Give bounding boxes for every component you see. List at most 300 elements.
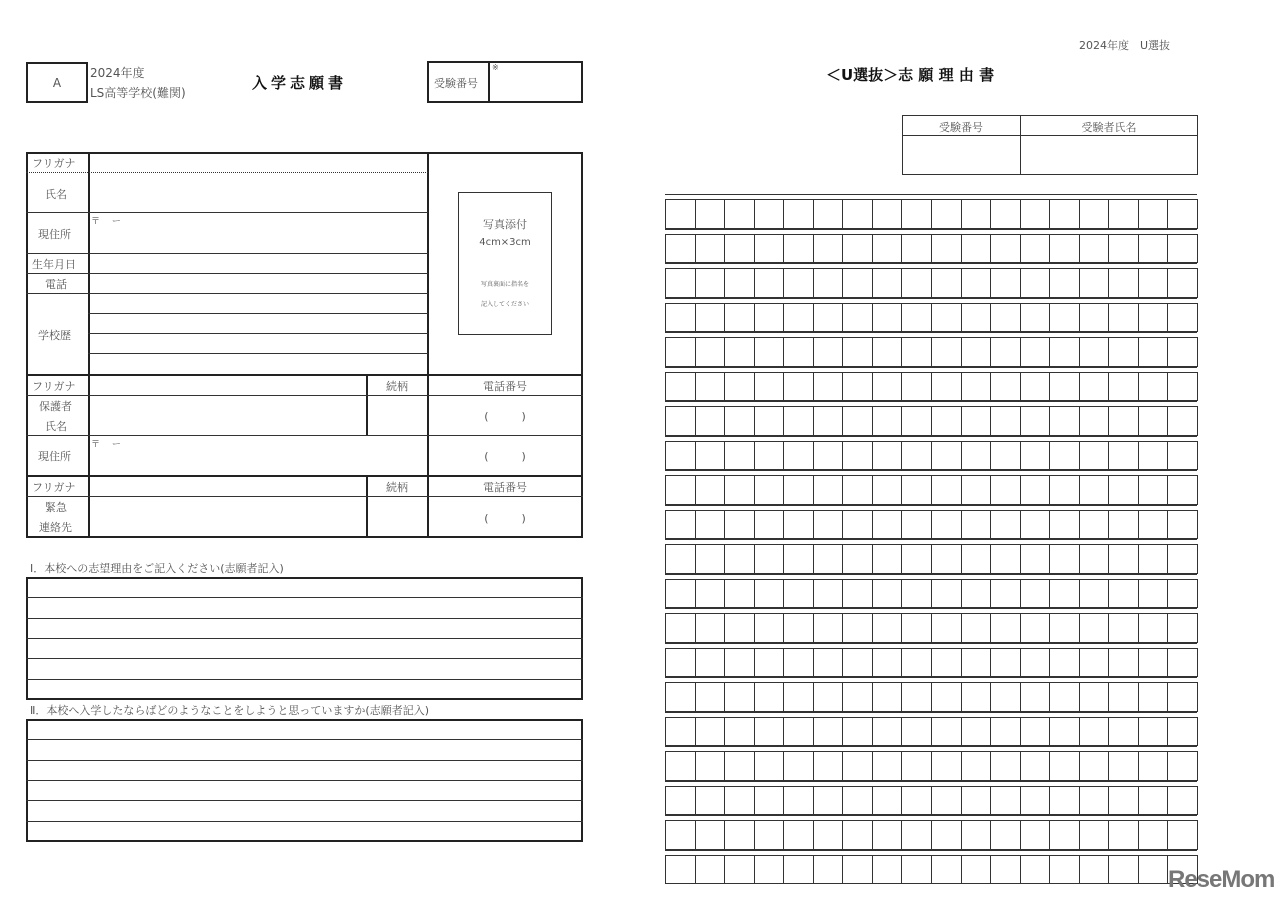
grid-cell[interactable] bbox=[1020, 372, 1051, 402]
grid-cell[interactable] bbox=[1079, 199, 1110, 229]
grid-cell[interactable] bbox=[1108, 820, 1139, 850]
grid-cell[interactable] bbox=[901, 786, 932, 816]
grid-cell[interactable] bbox=[990, 372, 1021, 402]
grid-cell[interactable] bbox=[931, 544, 962, 574]
grid-cell[interactable] bbox=[754, 337, 785, 367]
grid-cell[interactable] bbox=[783, 234, 814, 264]
grid-cell[interactable] bbox=[872, 751, 903, 781]
grid-cell[interactable] bbox=[1108, 406, 1139, 436]
grid-cell[interactable] bbox=[754, 786, 785, 816]
grid-cell[interactable] bbox=[931, 199, 962, 229]
grid-cell[interactable] bbox=[1079, 648, 1110, 678]
grid-cell[interactable] bbox=[961, 820, 992, 850]
grid-cell[interactable] bbox=[931, 751, 962, 781]
grid-cell[interactable] bbox=[1079, 786, 1110, 816]
grid-cell[interactable] bbox=[665, 303, 696, 333]
grid-cell[interactable] bbox=[990, 303, 1021, 333]
grid-cell[interactable] bbox=[754, 855, 785, 885]
grid-cell[interactable] bbox=[1079, 579, 1110, 609]
birthdate-field[interactable] bbox=[89, 254, 427, 273]
grid-cell[interactable] bbox=[695, 717, 726, 747]
grid-cell[interactable] bbox=[842, 475, 873, 505]
grid-cell[interactable] bbox=[783, 820, 814, 850]
grid-cell[interactable] bbox=[1138, 475, 1169, 505]
furigana-field[interactable] bbox=[89, 153, 427, 172]
grid-cell[interactable] bbox=[1108, 234, 1139, 264]
grid-cell[interactable] bbox=[754, 475, 785, 505]
right-exam-number-field[interactable] bbox=[903, 136, 1020, 174]
grid-cell[interactable] bbox=[842, 372, 873, 402]
grid-cell[interactable] bbox=[872, 855, 903, 885]
grid-cell[interactable] bbox=[1020, 682, 1051, 712]
grid-cell[interactable] bbox=[961, 786, 992, 816]
grid-cell[interactable] bbox=[1049, 786, 1080, 816]
grid-cell[interactable] bbox=[1049, 751, 1080, 781]
grid-cell[interactable] bbox=[813, 544, 844, 574]
guardian-phone-field[interactable]: ( ) bbox=[484, 410, 526, 423]
grid-cell[interactable] bbox=[1167, 406, 1198, 436]
grid-cell[interactable] bbox=[1167, 337, 1198, 367]
grid-cell[interactable] bbox=[724, 786, 755, 816]
grid-cell[interactable] bbox=[842, 441, 873, 471]
grid-cell[interactable] bbox=[695, 613, 726, 643]
grid-cell[interactable] bbox=[813, 820, 844, 850]
grid-cell[interactable] bbox=[813, 337, 844, 367]
grid-cell[interactable] bbox=[1167, 613, 1198, 643]
grid-cell[interactable] bbox=[1020, 717, 1051, 747]
grid-cell[interactable] bbox=[990, 751, 1021, 781]
grid-cell[interactable] bbox=[961, 372, 992, 402]
grid-cell[interactable] bbox=[990, 613, 1021, 643]
grid-cell[interactable] bbox=[872, 406, 903, 436]
grid-cell[interactable] bbox=[1049, 199, 1080, 229]
grid-cell[interactable] bbox=[695, 510, 726, 540]
grid-cell[interactable] bbox=[1049, 717, 1080, 747]
grid-cell[interactable] bbox=[783, 613, 814, 643]
grid-cell[interactable] bbox=[1020, 234, 1051, 264]
grid-cell[interactable] bbox=[754, 441, 785, 471]
grid-cell[interactable] bbox=[842, 268, 873, 298]
grid-cell[interactable] bbox=[783, 303, 814, 333]
grid-cell[interactable] bbox=[724, 544, 755, 574]
grid-cell[interactable] bbox=[724, 372, 755, 402]
grid-cell[interactable] bbox=[1079, 303, 1110, 333]
emergency-phone-field[interactable]: ( ) bbox=[484, 512, 526, 525]
grid-cell[interactable] bbox=[961, 613, 992, 643]
name-field[interactable] bbox=[89, 173, 427, 212]
grid-cell[interactable] bbox=[813, 406, 844, 436]
grid-cell[interactable] bbox=[842, 579, 873, 609]
grid-cell[interactable] bbox=[1138, 337, 1169, 367]
grid-cell[interactable] bbox=[931, 786, 962, 816]
grid-cell[interactable] bbox=[813, 682, 844, 712]
grid-cell[interactable] bbox=[901, 234, 932, 264]
grid-cell[interactable] bbox=[695, 544, 726, 574]
grid-cell[interactable] bbox=[901, 372, 932, 402]
grid-cell[interactable] bbox=[931, 579, 962, 609]
grid-cell[interactable] bbox=[1138, 820, 1169, 850]
grid-cell[interactable] bbox=[961, 544, 992, 574]
grid-cell[interactable] bbox=[724, 648, 755, 678]
grid-cell[interactable] bbox=[1049, 613, 1080, 643]
grid-cell[interactable] bbox=[754, 751, 785, 781]
grid-cell[interactable] bbox=[842, 406, 873, 436]
grid-cell[interactable] bbox=[842, 234, 873, 264]
grid-cell[interactable] bbox=[813, 234, 844, 264]
grid-cell[interactable] bbox=[1049, 544, 1080, 574]
grid-cell[interactable] bbox=[754, 682, 785, 712]
grid-cell[interactable] bbox=[813, 199, 844, 229]
grid-cell[interactable] bbox=[1167, 648, 1198, 678]
grid-cell[interactable] bbox=[665, 579, 696, 609]
grid-cell[interactable] bbox=[665, 199, 696, 229]
grid-cell[interactable] bbox=[990, 234, 1021, 264]
grid-cell[interactable] bbox=[1020, 337, 1051, 367]
grid-cell[interactable] bbox=[813, 613, 844, 643]
grid-cell[interactable] bbox=[872, 303, 903, 333]
grid-cell[interactable] bbox=[1079, 510, 1110, 540]
grid-cell[interactable] bbox=[990, 406, 1021, 436]
grid-cell[interactable] bbox=[1079, 820, 1110, 850]
grid-cell[interactable] bbox=[695, 855, 726, 885]
grid-cell[interactable] bbox=[961, 648, 992, 678]
grid-cell[interactable] bbox=[990, 544, 1021, 574]
grid-cell[interactable] bbox=[813, 441, 844, 471]
grid-cell[interactable] bbox=[813, 717, 844, 747]
grid-cell[interactable] bbox=[990, 475, 1021, 505]
grid-cell[interactable] bbox=[813, 475, 844, 505]
grid-cell[interactable] bbox=[1167, 199, 1198, 229]
grid-cell[interactable] bbox=[1049, 648, 1080, 678]
grid-cell[interactable] bbox=[1108, 199, 1139, 229]
grid-cell[interactable] bbox=[1167, 579, 1198, 609]
grid-cell[interactable] bbox=[1167, 475, 1198, 505]
grid-cell[interactable] bbox=[931, 337, 962, 367]
grid-cell[interactable] bbox=[842, 820, 873, 850]
grid-cell[interactable] bbox=[724, 820, 755, 850]
grid-cell[interactable] bbox=[665, 475, 696, 505]
grid-cell[interactable] bbox=[813, 510, 844, 540]
grid-cell[interactable] bbox=[695, 441, 726, 471]
grid-cell[interactable] bbox=[1138, 613, 1169, 643]
grid-cell[interactable] bbox=[783, 475, 814, 505]
grid-cell[interactable] bbox=[1138, 544, 1169, 574]
grid-cell[interactable] bbox=[961, 337, 992, 367]
grid-cell[interactable] bbox=[813, 372, 844, 402]
grid-cell[interactable] bbox=[1108, 510, 1139, 540]
grid-cell[interactable] bbox=[842, 613, 873, 643]
grid-cell[interactable] bbox=[842, 337, 873, 367]
grid-cell[interactable] bbox=[872, 441, 903, 471]
grid-cell[interactable] bbox=[1020, 613, 1051, 643]
grid-cell[interactable] bbox=[961, 234, 992, 264]
grid-cell[interactable] bbox=[961, 406, 992, 436]
grid-cell[interactable] bbox=[754, 234, 785, 264]
grid-cell[interactable] bbox=[872, 337, 903, 367]
grid-cell[interactable] bbox=[1020, 648, 1051, 678]
grid-cell[interactable] bbox=[783, 682, 814, 712]
grid-cell[interactable] bbox=[665, 648, 696, 678]
grid-cell[interactable] bbox=[990, 717, 1021, 747]
grid-cell[interactable] bbox=[783, 717, 814, 747]
grid-cell[interactable] bbox=[754, 406, 785, 436]
grid-cell[interactable] bbox=[1079, 544, 1110, 574]
grid-cell[interactable] bbox=[724, 613, 755, 643]
grid-cell[interactable] bbox=[901, 475, 932, 505]
grid-cell[interactable] bbox=[872, 234, 903, 264]
grid-cell[interactable] bbox=[961, 441, 992, 471]
phone-field[interactable] bbox=[89, 274, 427, 293]
grid-cell[interactable] bbox=[1167, 234, 1198, 264]
grid-cell[interactable] bbox=[990, 510, 1021, 540]
grid-cell[interactable] bbox=[665, 406, 696, 436]
grid-cell[interactable] bbox=[783, 648, 814, 678]
grid-cell[interactable] bbox=[1020, 199, 1051, 229]
grid-cell[interactable] bbox=[1049, 303, 1080, 333]
grid-cell[interactable] bbox=[1138, 234, 1169, 264]
guardian-address-phone-field[interactable]: ( ) bbox=[484, 450, 526, 463]
grid-cell[interactable] bbox=[1108, 303, 1139, 333]
grid-cell[interactable] bbox=[1020, 441, 1051, 471]
grid-cell[interactable] bbox=[1108, 613, 1139, 643]
grid-cell[interactable] bbox=[665, 682, 696, 712]
grid-cell[interactable] bbox=[813, 855, 844, 885]
grid-cell[interactable] bbox=[842, 751, 873, 781]
grid-cell[interactable] bbox=[931, 510, 962, 540]
grid-cell[interactable] bbox=[724, 510, 755, 540]
grid-cell[interactable] bbox=[901, 337, 932, 367]
grid-cell[interactable] bbox=[695, 786, 726, 816]
grid-cell[interactable] bbox=[1167, 717, 1198, 747]
grid-cell[interactable] bbox=[665, 234, 696, 264]
grid-cell[interactable] bbox=[695, 199, 726, 229]
grid-cell[interactable] bbox=[754, 820, 785, 850]
grid-cell[interactable] bbox=[783, 268, 814, 298]
grid-cell[interactable] bbox=[872, 475, 903, 505]
grid-cell[interactable] bbox=[842, 717, 873, 747]
grid-cell[interactable] bbox=[1108, 855, 1139, 885]
grid-cell[interactable] bbox=[1020, 303, 1051, 333]
grid-cell[interactable] bbox=[872, 579, 903, 609]
grid-cell[interactable] bbox=[872, 613, 903, 643]
grid-cell[interactable] bbox=[665, 855, 696, 885]
grid-cell[interactable] bbox=[990, 441, 1021, 471]
grid-cell[interactable] bbox=[1108, 717, 1139, 747]
grid-cell[interactable] bbox=[1138, 682, 1169, 712]
grid-cell[interactable] bbox=[842, 303, 873, 333]
grid-cell[interactable] bbox=[783, 786, 814, 816]
grid-cell[interactable] bbox=[724, 682, 755, 712]
grid-cell[interactable] bbox=[813, 303, 844, 333]
grid-cell[interactable] bbox=[1108, 648, 1139, 678]
grid-cell[interactable] bbox=[1020, 820, 1051, 850]
grid-cell[interactable] bbox=[813, 579, 844, 609]
grid-cell[interactable] bbox=[872, 786, 903, 816]
grid-cell[interactable] bbox=[1108, 751, 1139, 781]
grid-cell[interactable] bbox=[1049, 579, 1080, 609]
grid-cell[interactable] bbox=[695, 234, 726, 264]
grid-cell[interactable] bbox=[1138, 786, 1169, 816]
grid-cell[interactable] bbox=[931, 234, 962, 264]
grid-cell[interactable] bbox=[1049, 406, 1080, 436]
grid-cell[interactable] bbox=[931, 372, 962, 402]
grid-cell[interactable] bbox=[1138, 648, 1169, 678]
grid-cell[interactable] bbox=[931, 303, 962, 333]
grid-cell[interactable] bbox=[783, 199, 814, 229]
grid-cell[interactable] bbox=[665, 337, 696, 367]
grid-cell[interactable] bbox=[990, 268, 1021, 298]
grid-cell[interactable] bbox=[872, 372, 903, 402]
grid-cell[interactable] bbox=[1167, 544, 1198, 574]
grid-cell[interactable] bbox=[842, 510, 873, 540]
grid-cell[interactable] bbox=[1079, 234, 1110, 264]
grid-cell[interactable] bbox=[754, 303, 785, 333]
grid-cell[interactable] bbox=[1049, 510, 1080, 540]
grid-cell[interactable] bbox=[783, 406, 814, 436]
grid-cell[interactable] bbox=[961, 579, 992, 609]
grid-cell[interactable] bbox=[1079, 406, 1110, 436]
grid-cell[interactable] bbox=[961, 510, 992, 540]
grid-cell[interactable] bbox=[901, 855, 932, 885]
grid-cell[interactable] bbox=[901, 751, 932, 781]
grid-cell[interactable] bbox=[872, 820, 903, 850]
grid-cell[interactable] bbox=[1108, 579, 1139, 609]
grid-cell[interactable] bbox=[961, 199, 992, 229]
grid-cell[interactable] bbox=[724, 855, 755, 885]
grid-cell[interactable] bbox=[813, 268, 844, 298]
grid-cell[interactable] bbox=[1079, 717, 1110, 747]
grid-cell[interactable] bbox=[695, 648, 726, 678]
grid-cell[interactable] bbox=[1020, 268, 1051, 298]
grid-cell[interactable] bbox=[901, 648, 932, 678]
grid-cell[interactable] bbox=[872, 544, 903, 574]
grid-cell[interactable] bbox=[1079, 855, 1110, 885]
grid-cell[interactable] bbox=[695, 820, 726, 850]
grid-cell[interactable] bbox=[1167, 682, 1198, 712]
grid-cell[interactable] bbox=[1079, 441, 1110, 471]
grid-cell[interactable] bbox=[990, 579, 1021, 609]
grid-cell[interactable] bbox=[783, 441, 814, 471]
grid-cell[interactable] bbox=[754, 510, 785, 540]
grid-cell[interactable] bbox=[783, 544, 814, 574]
grid-cell[interactable] bbox=[842, 648, 873, 678]
grid-cell[interactable] bbox=[1020, 544, 1051, 574]
grid-cell[interactable] bbox=[1079, 682, 1110, 712]
grid-cell[interactable] bbox=[695, 682, 726, 712]
grid-cell[interactable] bbox=[1138, 717, 1169, 747]
grid-cell[interactable] bbox=[1138, 406, 1169, 436]
grid-cell[interactable] bbox=[931, 717, 962, 747]
grid-cell[interactable] bbox=[695, 303, 726, 333]
grid-cell[interactable] bbox=[695, 372, 726, 402]
grid-cell[interactable] bbox=[961, 268, 992, 298]
grid-cell[interactable] bbox=[1079, 372, 1110, 402]
grid-cell[interactable] bbox=[665, 613, 696, 643]
grid-cell[interactable] bbox=[1138, 510, 1169, 540]
grid-cell[interactable] bbox=[665, 510, 696, 540]
grid-cell[interactable] bbox=[931, 475, 962, 505]
grid-cell[interactable] bbox=[1108, 475, 1139, 505]
grid-cell[interactable] bbox=[724, 199, 755, 229]
grid-cell[interactable] bbox=[1079, 613, 1110, 643]
grid-cell[interactable] bbox=[813, 751, 844, 781]
grid-cell[interactable] bbox=[724, 579, 755, 609]
grid-cell[interactable] bbox=[1138, 751, 1169, 781]
grid-cell[interactable] bbox=[872, 199, 903, 229]
grid-cell[interactable] bbox=[931, 855, 962, 885]
grid-cell[interactable] bbox=[665, 820, 696, 850]
grid-cell[interactable] bbox=[990, 648, 1021, 678]
grid-cell[interactable] bbox=[1049, 234, 1080, 264]
grid-cell[interactable] bbox=[842, 682, 873, 712]
grid-cell[interactable] bbox=[931, 613, 962, 643]
grid-cell[interactable] bbox=[724, 268, 755, 298]
grid-cell[interactable] bbox=[1049, 820, 1080, 850]
grid-cell[interactable] bbox=[1108, 682, 1139, 712]
grid-cell[interactable] bbox=[931, 648, 962, 678]
grid-cell[interactable] bbox=[1049, 268, 1080, 298]
grid-cell[interactable] bbox=[1049, 441, 1080, 471]
grid-cell[interactable] bbox=[783, 855, 814, 885]
grid-cell[interactable] bbox=[1049, 855, 1080, 885]
grid-cell[interactable] bbox=[901, 613, 932, 643]
grid-cell[interactable] bbox=[931, 682, 962, 712]
grid-cell[interactable] bbox=[1167, 786, 1198, 816]
grid-cell[interactable] bbox=[665, 544, 696, 574]
grid-cell[interactable] bbox=[724, 441, 755, 471]
grid-cell[interactable] bbox=[665, 717, 696, 747]
grid-cell[interactable] bbox=[783, 579, 814, 609]
grid-cell[interactable] bbox=[695, 579, 726, 609]
grid-cell[interactable] bbox=[724, 234, 755, 264]
grid-cell[interactable] bbox=[901, 199, 932, 229]
grid-cell[interactable] bbox=[1020, 406, 1051, 436]
grid-cell[interactable] bbox=[872, 510, 903, 540]
grid-cell[interactable] bbox=[1079, 268, 1110, 298]
grid-cell[interactable] bbox=[1108, 786, 1139, 816]
grid-cell[interactable] bbox=[1049, 682, 1080, 712]
grid-cell[interactable] bbox=[724, 475, 755, 505]
grid-cell[interactable] bbox=[695, 406, 726, 436]
grid-cell[interactable] bbox=[665, 268, 696, 298]
grid-cell[interactable] bbox=[783, 510, 814, 540]
grid-cell[interactable] bbox=[1167, 751, 1198, 781]
grid-cell[interactable] bbox=[1079, 751, 1110, 781]
grid-cell[interactable] bbox=[901, 303, 932, 333]
grid-cell[interactable] bbox=[1108, 441, 1139, 471]
examinee-name-field[interactable] bbox=[1021, 136, 1198, 174]
grid-cell[interactable] bbox=[990, 855, 1021, 885]
grid-cell[interactable] bbox=[724, 406, 755, 436]
grid-cell[interactable] bbox=[961, 717, 992, 747]
grid-cell[interactable] bbox=[990, 337, 1021, 367]
grid-cell[interactable] bbox=[961, 475, 992, 505]
grid-cell[interactable] bbox=[1108, 268, 1139, 298]
grid-cell[interactable] bbox=[961, 751, 992, 781]
grid-cell[interactable] bbox=[695, 475, 726, 505]
grid-cell[interactable] bbox=[754, 579, 785, 609]
grid-cell[interactable] bbox=[990, 682, 1021, 712]
grid-cell[interactable] bbox=[961, 855, 992, 885]
grid-cell[interactable] bbox=[695, 751, 726, 781]
grid-cell[interactable] bbox=[961, 682, 992, 712]
grid-cell[interactable] bbox=[1079, 475, 1110, 505]
grid-cell[interactable] bbox=[901, 406, 932, 436]
grid-cell[interactable] bbox=[931, 820, 962, 850]
grid-cell[interactable] bbox=[1108, 372, 1139, 402]
grid-cell[interactable] bbox=[1020, 786, 1051, 816]
grid-cell[interactable] bbox=[1138, 855, 1169, 885]
